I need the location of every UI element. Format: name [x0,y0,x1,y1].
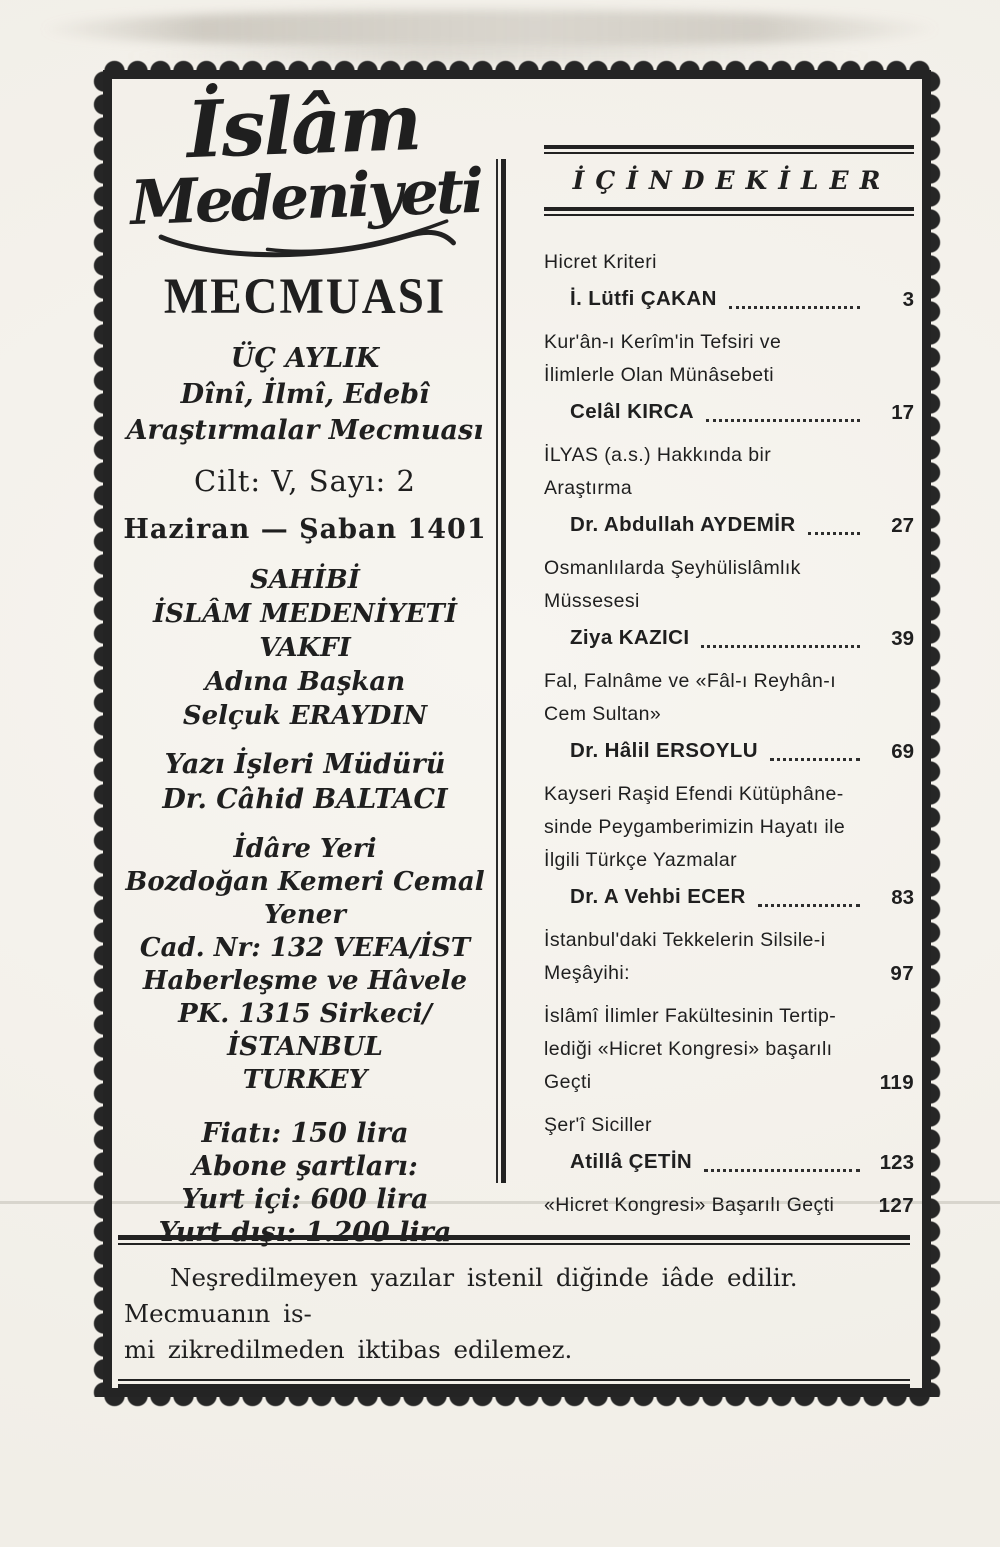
masthead-line: İSLÂM MEDENİYETİ VAKFI [152,598,457,663]
scan-smudge [40,10,940,48]
toc-entry [544,246,914,316]
footer-note-line2: mi zikredilmeden iktibas edilemez. [124,1335,573,1364]
toc-page-number: 123 [879,1151,914,1174]
footer-note-line1: Neşredilmeyen yazılar istenil diğinde iâde edilir. Mecmuanın is- [124,1263,798,1328]
logo-word-islam: İslâm [185,76,422,177]
masthead-line: Adına Başkan [204,666,406,697]
toc-author: Celâl KIRCA [570,400,695,423]
toc-entry-title-line [544,1066,914,1099]
toc-author: Dr. Abdullah AYDEMİR [570,513,796,536]
toc-entry-author-line [544,280,914,316]
toc-entry [544,1189,914,1222]
masthead-line: ÜÇ AYLIK [230,342,380,374]
toc-entry-title-line: Kayseri Raşid Efendi Kütüphâne- [544,783,844,805]
masthead-line: Yurt içi: 600 lira [181,1183,429,1215]
masthead-line: Haberleşme ve Hâvele [142,965,468,996]
double-rule [544,207,914,216]
toc-entry-title-line: lediği «Hicret Kongresi» başarılı [544,1038,833,1060]
toc-entry-title-line: Şer'î Siciller [544,1114,652,1136]
address-heading: İdâre Yeri [233,833,377,864]
toc-entry-title-line: Hicret Kriteri [544,251,657,273]
masthead-column [114,76,496,1249]
toc-entry [544,665,914,768]
toc-title-text: «Hicret Kongresi» Başarılı Geçti [544,1194,835,1216]
toc-page-number: 17 [891,401,914,424]
editor-heading: Yazı İşleri Müdürü [164,748,446,780]
toc-page-number: 27 [891,514,914,537]
issue-date-line: Haziran — Şaban 1401 [123,513,487,545]
toc-entry [544,1109,914,1179]
table-of-contents [544,145,914,1232]
editor-name: Dr. Câhid BALTACI [162,783,448,815]
masthead-line: Selçuk ERAYDIN [182,700,428,731]
toc-leader-dots [706,419,860,422]
toc-entry-title-line: Osmanlılarda Şeyhülislâmlık [544,557,801,579]
toc-entry [544,326,914,429]
masthead-line: Yurt dışı: 1.200 lira [158,1216,452,1248]
toc-leader-dots [758,904,860,907]
toc-entry-title-line: Kur'ân-ı Kerîm'in Tefsiri ve [544,331,782,353]
toc-entry-author-line [544,506,914,542]
editor-block [114,747,496,817]
toc-list [544,246,914,1222]
masthead-line: Dînî, İlmî, Edebî [180,378,430,410]
toc-entry [544,439,914,542]
toc-entry-title-line: İLYAS (a.s.) Hakkında bir [544,444,772,466]
toc-title-text: Geçti [544,1071,592,1093]
toc-entry-title-line: Fal, Falnâme ve «Fâl-ı Reyhân-ı [544,670,837,692]
address-lines [114,866,496,1097]
toc-author: Dr. Hâlil ERSOYLU [570,739,758,762]
toc-leader-dots [704,1169,860,1172]
toc-heading: İÇİNDEKİLER [572,166,892,195]
masthead-line: PK. 1315 Sirkeci/İSTANBUL [178,998,432,1062]
toc-author: Dr. A Vehbi ECER [570,885,746,908]
toc-page-number: 97 [890,962,914,985]
scallop-border-bottom [103,1396,931,1408]
owner-block [114,563,496,733]
toc-author: Atillâ ÇETİN [570,1150,693,1173]
toc-page-number: 119 [879,1071,914,1094]
toc-leader-dots [770,758,860,761]
toc-page-number: 3 [902,288,914,311]
footer-note-box [118,1235,910,1389]
toc-entry-author-line [544,619,914,655]
toc-leader-dots [701,645,860,648]
toc-title-text: Meşâyihi: [544,962,630,984]
toc-entry-title-line: Araştırma [544,477,633,499]
double-rule [118,1235,910,1245]
masthead-line: TURKEY [242,1064,368,1095]
toc-entry [544,924,914,990]
footer-note-text [124,1260,904,1368]
double-rule [544,145,914,154]
masthead-line: Bozdoğan Kemeri Cemal Yener [125,866,485,930]
toc-entry-title-line: İslâmî İlimler Fakültesinin Tertip- [544,1005,837,1027]
journal-logo [111,76,499,266]
toc-entry-author-line [544,1143,914,1179]
pricing-block [114,1117,496,1249]
toc-entry-title-line [544,957,914,990]
toc-page-number: 83 [891,886,914,909]
journal-subtitle [114,341,496,449]
toc-entry [544,778,914,914]
masthead-line: Abone şartları: [192,1150,418,1182]
owner-lines [114,597,496,733]
toc-entry-title-line: İlgili Türkçe Yazmalar [544,849,738,871]
toc-entry-title-line [544,1189,914,1222]
toc-entry-author-line [544,393,914,429]
scallop-border-right [930,70,942,1397]
masthead-line: Araştırmalar Mecmuası [126,414,484,446]
toc-entry [544,552,914,655]
toc-entry [544,1000,914,1099]
toc-entry-author-line [544,878,914,914]
toc-entry-title-line: İstanbul'daki Tekkelerin Silsile-i [544,929,826,951]
toc-entry-title-line: Müssesesi [544,590,640,612]
toc-author: Ziya KAZICI [570,626,690,649]
double-rule [118,1379,910,1389]
column-divider-rule [496,159,506,1183]
page-border-frame [103,70,931,1397]
owner-heading: SAHİBİ [250,564,360,595]
masthead-line: Cad. Nr: 132 VEFA/İST [139,932,471,963]
toc-leader-dots [808,532,860,535]
toc-page-number: 39 [891,627,914,650]
logo-word-medeniyeti: Medeniyeti [129,155,483,239]
toc-leader-dots [729,306,860,309]
journal-title: MECMUASI [163,268,447,325]
toc-entry-author-line [544,732,914,768]
toc-entry-title-line: sinde Peygamberimizin Hayatı ile [544,816,846,838]
toc-entry-title-line: İlimlerle Olan Münâsebeti [544,364,775,386]
toc-entry-title-line: Cem Sultan» [544,703,662,725]
address-block [114,833,496,1097]
toc-page-number: 69 [891,740,914,763]
toc-author: İ. Lütfi ÇAKAN [570,287,717,310]
toc-page-number: 127 [878,1194,914,1217]
masthead-line: Fiatı: 150 lira [201,1117,409,1149]
issue-volume-line: Cilt: V, Sayı: 2 [194,463,416,498]
